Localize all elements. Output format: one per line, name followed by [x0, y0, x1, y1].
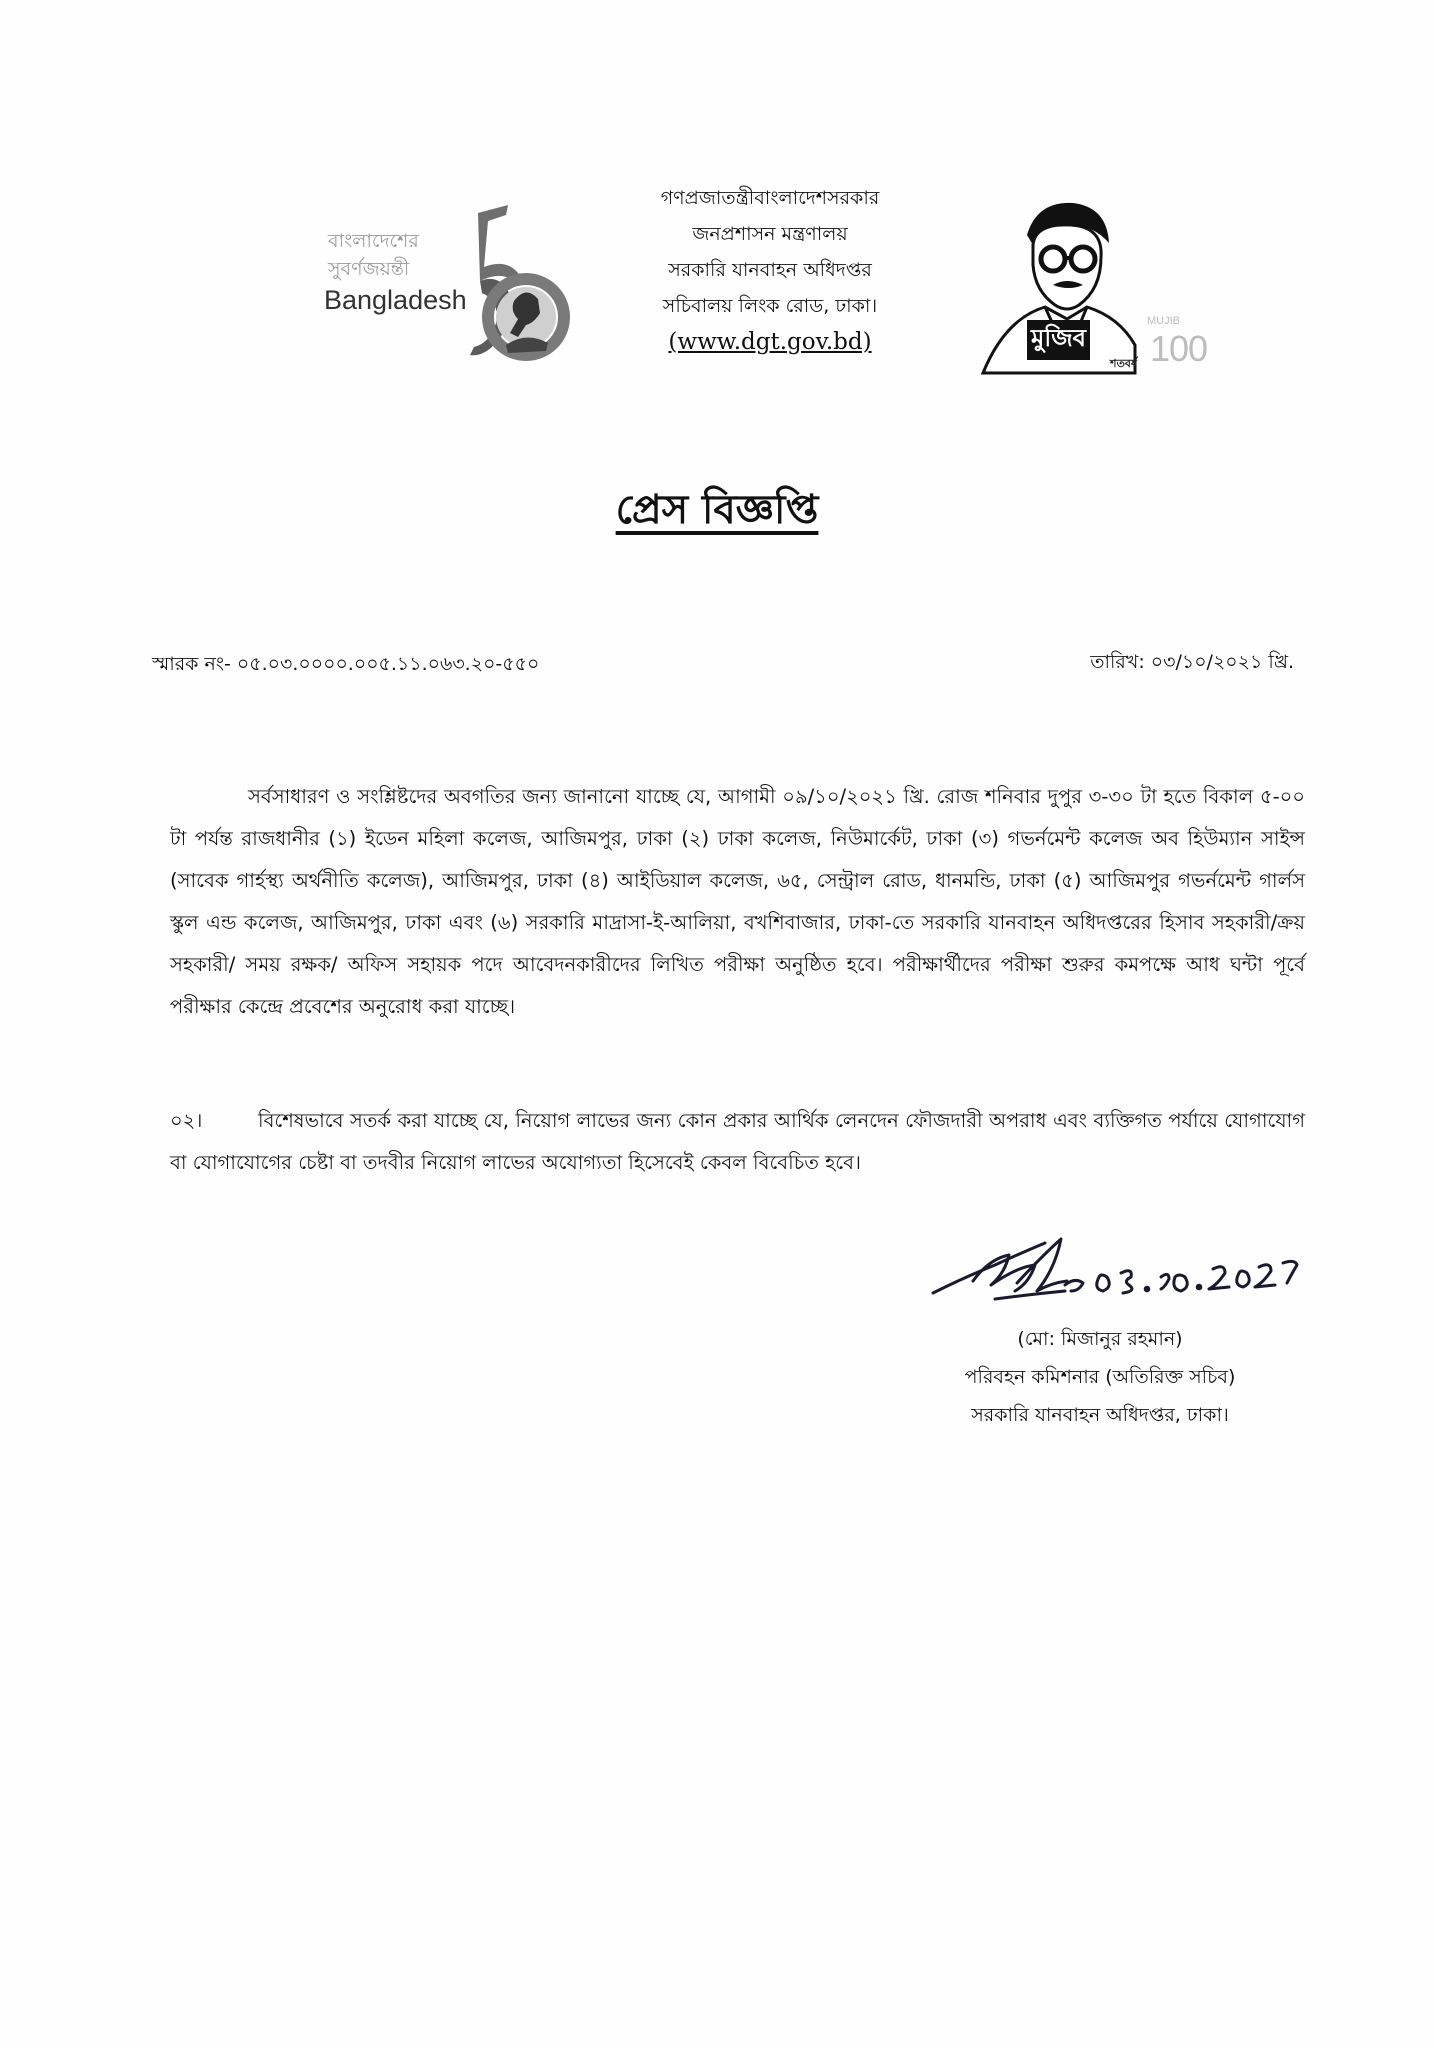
mujib-en-text: MUJIB — [1147, 315, 1180, 327]
signatory-block — [880, 1320, 1320, 1434]
jubilee-50-emblem-icon — [430, 205, 570, 370]
letterhead-line-3: সরকারি যানবাহন অধিদপ্তর — [668, 259, 872, 281]
mujib-100-number: 100 — [1150, 328, 1208, 369]
document-title: প্রেস বিজ্ঞপ্তি — [615, 487, 819, 533]
website-link[interactable]: (www.dgt.gov.bd) — [668, 329, 872, 355]
body-paragraph-2 — [170, 1100, 1305, 1184]
memo-number: স্মারক নং- ০৫.০৩.০০০০.০০৫.১১.০৬৩.২০-৫৫০ — [152, 653, 540, 675]
logo-en-word: Bangladesh — [324, 285, 467, 315]
handwritten-signature-icon — [925, 1225, 1355, 1325]
letterhead-line-2: জনপ্রশাসন মন্ত্রণালয় — [692, 223, 848, 245]
mujib-bn-sub: শতবর্ষ — [1110, 357, 1137, 370]
body-paragraph-1: সর্বসাধারণ ও সংশ্লিষ্টদের অবগতির জন্য জানানো যাচ্ছে যে, আগামী ০৯/১০/২০২১ খ্রি. রোজ শনিবার দুপুর ৩-৩০ টা হতে বিকাল ৫-০০ টা পর্যন্ত রাজধানীর (১) ইডেন মহিলা কলেজ, আজিমপুর, ঢাকা (২) ঢাকা কলেজ, নিউমার্কেট, ঢাকা (৩) গভর্নমেন্ট কলেজ অব হিউম্যান সাইন্স (সাবেক গার্হস্থ্য অর্থনীতি কলেজ), আজিমপুর, ঢাকা (৪) আইডিয়াল কলেজ, ৬৫, সেন্ট্রাল রোড, ধানমন্ডি, ঢাকা (৫) আজিমপুর গভর্নমেন্ট গার্লস স্কুল এন্ড কলেজ, আজিমপুর, ঢাকা এবং (৬) সরকারি মাদ্রাসা-ই-আলিয়া, বখশিবাজার, ঢাকা-তে সরকারি যানবাহন অধিদপ্তরের হিসাব সহকারী/ক্রয় সহকারী/ সময় রক্ষক/ অফিস সহায়ক পদে আবেদনকারীদের লিখিত পরীক্ষা অনুষ্ঠিত হবে। পরীক্ষার্থীদের পরীক্ষা শুরুর কমপক্ষে আধ ঘন্টা পূর্বে পরীক্ষার কেন্দ্রে প্রবেশের অনুরোধ করা যাচ্ছে। — [170, 785, 1305, 1018]
paragraph-2-number: ০২। — [170, 1109, 203, 1132]
letterhead-line-4: সচিবালয় লিংক রোড, ঢাকা। — [662, 295, 878, 317]
logo-bn-line-2: সুবর্ণজয়ন্তী — [328, 258, 410, 280]
letterhead-line-1: গণপ্রজাতন্ত্রীবাংলাদেশসরকার — [660, 187, 880, 209]
logo-bn-line-1: বাংলাদেশের — [328, 230, 419, 252]
golden-jubilee-logo — [320, 205, 570, 370]
issue-date: তারিখ: ০৩/১০/২০২১ খ্রি. — [1090, 651, 1294, 673]
mujib-borsho-logo — [975, 195, 1208, 375]
signatory-office: সরকারি যানবাহন অধিদপ্তর, ঢাকা। — [971, 1404, 1229, 1426]
signatory-name: (মো: মিজানুর রহমান) — [1017, 1328, 1183, 1350]
government-letterhead — [600, 180, 940, 360]
signatory-designation: পরিবহন কমিশনার (অতিরিক্ত সচিব) — [964, 1366, 1236, 1388]
mujib-bn-text: মুজিব — [1027, 320, 1090, 360]
paragraph-2-text: বিশেষভাবে সতর্ক করা যাচ্ছে যে, নিয়োগ লাভের জন্য কোন প্রকার আর্থিক লেনদেন ফৌজদারী অপরাধ এবং ব্যক্তিগত পর্যায়ে যোগাযোগ বা যোগাযোগের চেষ্টা বা তদবীর নিয়োগ লাভের অযোগ্যতা হিসেবেই কেবল বিবেচিত হবে। — [170, 1109, 1305, 1174]
